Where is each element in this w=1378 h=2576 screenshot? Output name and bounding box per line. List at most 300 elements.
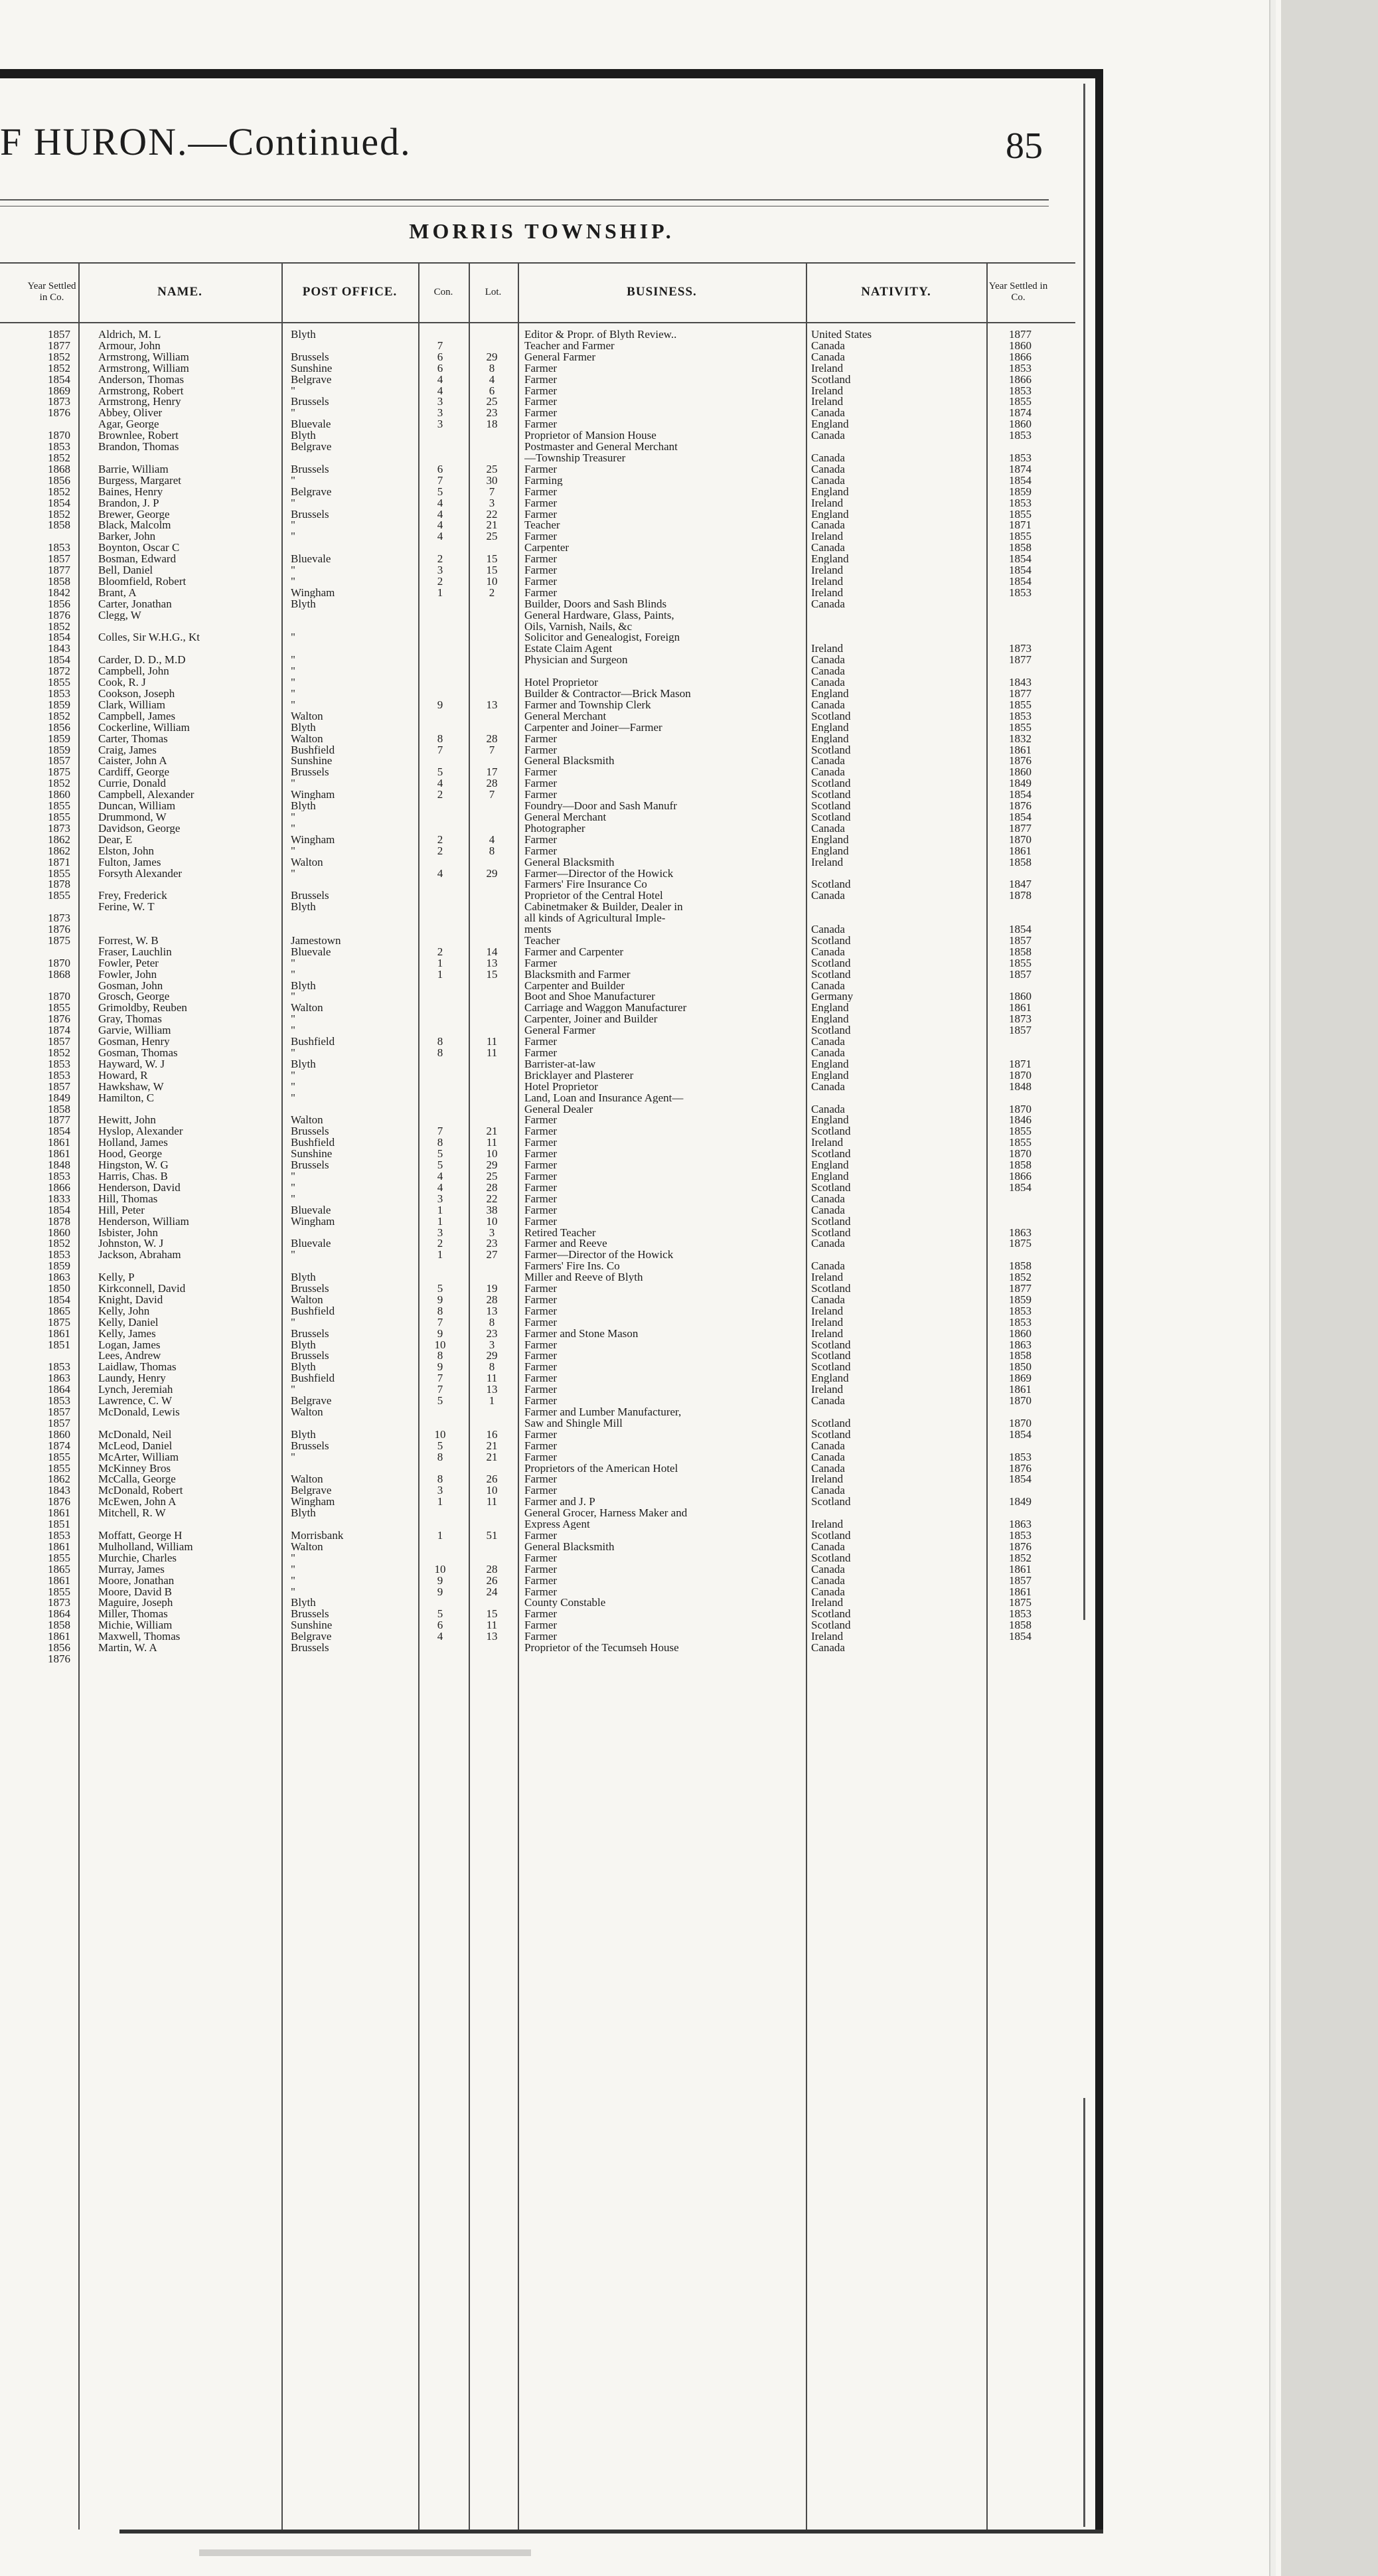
year-settled-right: 1854 <box>1009 789 1032 801</box>
year-settled-right: 1854 <box>1009 924 1032 935</box>
resident-name: Hood, George <box>98 1148 162 1160</box>
table-row <box>0 609 1083 621</box>
post-office: Blyth <box>291 1361 316 1373</box>
lot: 25 <box>486 1170 498 1182</box>
year-settled-right: 1857 <box>1009 968 1032 980</box>
year-settled-right: 1853 <box>1009 430 1032 442</box>
post-office: Sunshine <box>291 755 333 767</box>
table-row <box>0 418 1083 430</box>
year-settled-left: 1854 <box>48 1293 70 1305</box>
nativity: Scotland <box>811 1361 851 1373</box>
nativity: Scotland <box>811 1148 851 1160</box>
table-row <box>0 654 1083 665</box>
year-settled-right: 1877 <box>1009 1283 1032 1295</box>
post-office: " <box>291 564 295 576</box>
nativity: Ireland <box>811 1327 844 1339</box>
year-settled-left: 1858 <box>48 1619 70 1631</box>
year-settled-right: 1866 <box>1009 373 1032 385</box>
post-office: Bushfield <box>291 1305 335 1317</box>
nativity: England <box>811 1159 849 1171</box>
lot: 21 <box>486 1439 498 1451</box>
nativity: England <box>811 485 849 497</box>
table-row <box>0 1047 1083 1058</box>
nativity: Ireland <box>811 643 844 655</box>
lot: 1 <box>489 1395 495 1407</box>
year-settled-right: 1877 <box>1009 654 1032 666</box>
business: Farmer <box>524 396 558 408</box>
table-row <box>0 486 1083 497</box>
post-office: Blyth <box>291 1507 316 1519</box>
business: Farmer <box>524 564 558 576</box>
nativity: Scotland <box>811 1496 851 1508</box>
table-row <box>0 924 1083 935</box>
business: Proprietor of the Tecumseh House <box>524 1642 679 1654</box>
year-settled-right: 1854 <box>1009 474 1032 486</box>
table-row <box>0 1148 1083 1159</box>
business: Farmer <box>524 1563 558 1575</box>
business: Farmer <box>524 957 558 969</box>
post-office: Walton <box>291 1473 323 1485</box>
table-row <box>0 856 1083 868</box>
nativity: Scotland <box>811 1417 851 1429</box>
business: Farmer—Director of the Howick <box>524 1249 674 1261</box>
table-row <box>0 530 1083 542</box>
business: Farmer <box>524 497 558 509</box>
post-office: Belgrave <box>291 485 332 497</box>
business: Farmer <box>524 1305 558 1317</box>
table-row <box>0 1463 1083 1474</box>
lot: 21 <box>486 1125 498 1137</box>
year-settled-right: 1861 <box>1009 744 1032 756</box>
nativity: England <box>811 1013 849 1025</box>
year-settled-right: 1858 <box>1009 1260 1032 1272</box>
nativity: Canada <box>811 519 845 531</box>
concession: 8 <box>437 732 443 744</box>
business: Boot and Shoe Manufacturer <box>524 991 655 1003</box>
nativity: England <box>811 688 849 699</box>
year-settled-left: 1855 <box>48 890 70 902</box>
table-row <box>0 1036 1083 1047</box>
table-row <box>0 1317 1083 1328</box>
business: Farmer <box>524 384 558 396</box>
table-row <box>0 1586 1083 1597</box>
post-office: Bushfield <box>291 1036 335 1048</box>
year-settled-left: 1862 <box>48 833 70 845</box>
business: Foundry—Door and Sash Manufr <box>524 800 677 812</box>
post-office: " <box>291 1013 295 1025</box>
year-settled-left: 1852 <box>48 620 70 632</box>
year-settled-left: 1866 <box>48 1181 70 1193</box>
year-settled-right: 1855 <box>1009 698 1032 710</box>
nativity: England <box>811 1114 849 1126</box>
resident-name: Maxwell, Thomas <box>98 1631 181 1643</box>
lot: 23 <box>486 1238 498 1249</box>
lot: 14 <box>486 945 498 957</box>
resident-name: Fulton, James <box>98 856 161 868</box>
year-settled-left: 1857 <box>48 553 70 565</box>
year-settled-left: 1860 <box>48 1428 70 1440</box>
year-settled-right: 1870 <box>1009 833 1032 845</box>
post-office: Bluevale <box>291 418 331 430</box>
nativity: Ireland <box>811 1473 844 1485</box>
lot: 15 <box>486 968 498 980</box>
business: Farmer <box>524 1395 558 1407</box>
nativity: Canada <box>811 822 845 834</box>
business: Farmer <box>524 1047 558 1058</box>
resident-name: McArter, William <box>98 1451 179 1463</box>
year-settled-left: 1854 <box>48 1125 70 1137</box>
business: General Farmer <box>524 351 596 362</box>
business: Farmer <box>524 1428 558 1440</box>
table-row <box>0 1440 1083 1451</box>
lot: 3 <box>489 1226 495 1238</box>
year-settled-left: 1854 <box>48 631 70 643</box>
nativity: Germany <box>811 991 854 1003</box>
year-settled-left: 1855 <box>48 867 70 879</box>
lot: 30 <box>486 474 498 486</box>
year-settled-left: 1853 <box>48 441 70 453</box>
nativity: England <box>811 1002 849 1014</box>
nativity: Scotland <box>811 1608 851 1620</box>
resident-name: Henderson, David <box>98 1181 181 1193</box>
business: Express Agent <box>524 1518 590 1530</box>
year-settled-left: 1862 <box>48 845 70 856</box>
year-settled-left: 1858 <box>48 575 70 587</box>
lot: 10 <box>486 575 498 587</box>
business: Farmer <box>524 463 558 475</box>
resident-name: Michie, William <box>98 1619 173 1631</box>
year-settled-left: 1856 <box>48 598 70 609</box>
resident-name: Armstrong, Henry <box>98 396 181 408</box>
year-settled-left: 1864 <box>48 1608 70 1620</box>
business: Farmer <box>524 766 558 778</box>
nativity: Ireland <box>811 1305 844 1317</box>
post-office: Brussels <box>291 766 329 778</box>
nativity: Scotland <box>811 1619 851 1631</box>
nativity: Ireland <box>811 497 844 509</box>
nativity: Canada <box>811 766 845 778</box>
frame-inner-border <box>1083 84 1085 2527</box>
business: Proprietor of Mansion House <box>524 430 656 442</box>
year-settled-left: 1870 <box>48 991 70 1003</box>
post-office: " <box>291 845 295 856</box>
concession: 9 <box>437 1327 443 1339</box>
nativity: Canada <box>811 1439 845 1451</box>
table-row <box>0 430 1083 441</box>
post-office: Bluevale <box>291 1204 331 1216</box>
table-row <box>0 407 1083 418</box>
table-row <box>0 587 1083 598</box>
year-settled-right: 1855 <box>1009 957 1032 969</box>
year-settled-right: 1854 <box>1009 564 1032 576</box>
lot: 19 <box>486 1283 498 1295</box>
resident-name: Hill, Peter <box>98 1204 145 1216</box>
post-office: Walton <box>291 1406 323 1417</box>
resident-name: Bloomfield, Robert <box>98 575 187 587</box>
resident-name: Grimoldby, Reuben <box>98 1002 187 1014</box>
nativity: Ireland <box>811 362 844 374</box>
lot: 10 <box>486 1485 498 1496</box>
nativity: Canada <box>811 1563 845 1575</box>
concession: 3 <box>437 418 443 430</box>
resident-name: Henderson, William <box>98 1215 189 1227</box>
business: Proprietors of the American Hotel <box>524 1462 678 1474</box>
post-office: " <box>291 384 295 396</box>
post-office: " <box>291 1091 295 1103</box>
table-row <box>0 1608 1083 1619</box>
resident-name: Kelly, Daniel <box>98 1316 159 1328</box>
nativity: Canada <box>811 1585 845 1597</box>
nativity: Scotland <box>811 1125 851 1137</box>
business: Proprietor of the Central Hotel <box>524 890 663 902</box>
table-row <box>0 519 1083 530</box>
concession: 8 <box>437 1473 443 1485</box>
table-row <box>0 452 1083 463</box>
resident-name: Colles, Sir W.H.G., Kt <box>98 631 200 643</box>
post-office: Bushfield <box>291 744 335 756</box>
directory-table <box>0 262 1083 2530</box>
nativity: Canada <box>811 890 845 902</box>
table-row <box>0 912 1083 924</box>
business: Farmers' Fire Insurance Co <box>524 878 647 890</box>
business: General Merchant <box>524 811 607 823</box>
business: Miller and Reeve of Blyth <box>524 1271 643 1283</box>
table-row <box>0 722 1083 733</box>
nativity: Canada <box>811 339 845 351</box>
concession: 3 <box>437 407 443 419</box>
year-settled-left: 1870 <box>48 430 70 442</box>
lot: 10 <box>486 1215 498 1227</box>
concession: 3 <box>437 396 443 408</box>
resident-name: Holland, James <box>98 1137 168 1149</box>
year-settled-left: 1853 <box>48 542 70 554</box>
business: Farmer <box>524 553 558 565</box>
concession: 5 <box>437 485 443 497</box>
table-row <box>0 710 1083 722</box>
business: Farmer <box>524 1608 558 1620</box>
concession: 2 <box>437 1238 443 1249</box>
year-settled-left: 1859 <box>48 698 70 710</box>
concession: 9 <box>437 1585 443 1597</box>
table-row <box>0 766 1083 777</box>
post-office: Sunshine <box>291 1619 333 1631</box>
table-row <box>0 699 1083 710</box>
concession: 8 <box>437 1047 443 1058</box>
resident-name: Elston, John <box>98 845 155 856</box>
lot: 6 <box>489 384 495 396</box>
concession: 1 <box>437 957 443 969</box>
table-row <box>0 1384 1083 1395</box>
post-office: Brussels <box>291 396 329 408</box>
nativity: Scotland <box>811 1350 851 1362</box>
nativity: Ireland <box>811 1384 844 1396</box>
business: Farmer <box>524 732 558 744</box>
resident-name: Cookson, Joseph <box>98 688 175 699</box>
year-settled-right: 1875 <box>1009 1597 1032 1609</box>
year-settled-left: 1863 <box>48 1372 70 1384</box>
table-row <box>0 957 1083 969</box>
business: Farmer <box>524 530 558 542</box>
post-office: Walton <box>291 1114 323 1126</box>
nativity: Ireland <box>811 575 844 587</box>
lot: 25 <box>486 396 498 408</box>
concession: 1 <box>437 1204 443 1216</box>
post-office: Bushfield <box>291 1372 335 1384</box>
lot: 11 <box>486 1372 498 1384</box>
resident-name: Hewitt, John <box>98 1114 156 1126</box>
lot: 23 <box>486 407 498 419</box>
table-row <box>0 1429 1083 1440</box>
post-office: " <box>291 1451 295 1463</box>
business: Farmer and Stone Mason <box>524 1327 639 1339</box>
concession: 4 <box>437 384 443 396</box>
year-settled-left: 1843 <box>48 1485 70 1496</box>
year-settled-left: 1877 <box>48 1114 70 1126</box>
concession: 3 <box>437 1192 443 1204</box>
post-office: Walton <box>291 856 323 868</box>
business: Barrister-at-law <box>524 1058 596 1070</box>
business: Farmer <box>524 744 558 756</box>
post-office: " <box>291 822 295 834</box>
year-settled-right: 1850 <box>1009 1361 1032 1373</box>
nativity: England <box>811 721 849 733</box>
year-settled-right: 1860 <box>1009 991 1032 1003</box>
header-year-settled-right: Year Settled in Co. <box>988 281 1048 303</box>
business: County Constable <box>524 1597 606 1609</box>
resident-name: Garvie, William <box>98 1024 171 1036</box>
post-office: " <box>291 811 295 823</box>
resident-name: Caister, John A <box>98 755 167 767</box>
table-row <box>0 1024 1083 1036</box>
table-row <box>0 1070 1083 1081</box>
year-settled-left: 1874 <box>48 1439 70 1451</box>
business: —Township Treasurer <box>524 451 626 463</box>
business: General Blacksmith <box>524 1540 615 1552</box>
nativity: England <box>811 508 849 520</box>
header-name: NAME. <box>157 285 202 299</box>
lot: 25 <box>486 463 498 475</box>
post-office: Wingham <box>291 833 335 845</box>
table-row <box>0 878 1083 890</box>
nativity: Canada <box>811 677 845 688</box>
lot: 29 <box>486 1159 498 1171</box>
table-row <box>0 1642 1083 1653</box>
year-settled-right: 1866 <box>1009 351 1032 362</box>
year-settled-right: 1870 <box>1009 1148 1032 1160</box>
year-settled-left: 1861 <box>48 1148 70 1160</box>
resident-name: Gosman, Thomas <box>98 1047 178 1058</box>
year-settled-right: 1876 <box>1009 1462 1032 1474</box>
resident-name: Campbell, John <box>98 665 169 677</box>
post-office: " <box>291 575 295 587</box>
business: Farmer <box>524 1485 558 1496</box>
nativity: Ireland <box>811 1518 844 1530</box>
year-settled-right: 1860 <box>1009 418 1032 430</box>
business: Farmer and Township Clerk <box>524 698 651 710</box>
year-settled-right: 1855 <box>1009 530 1032 542</box>
table-row <box>0 396 1083 407</box>
post-office: Brussels <box>291 351 329 362</box>
post-office: Brussels <box>291 463 329 475</box>
business: Physician and Surgeon <box>524 654 628 666</box>
post-office: Blyth <box>291 598 316 609</box>
nativity: Scotland <box>811 777 851 789</box>
business: Farmer <box>524 1137 558 1149</box>
concession: 3 <box>437 564 443 576</box>
year-settled-left: 1857 <box>48 755 70 767</box>
year-settled-left: 1860 <box>48 1226 70 1238</box>
lot: 28 <box>486 777 498 789</box>
year-settled-left: 1852 <box>48 485 70 497</box>
business: Postmaster and General Merchant <box>524 441 678 453</box>
business: Farmers' Fire Ins. Co <box>524 1260 620 1272</box>
lot: 15 <box>486 1608 498 1620</box>
post-office: Bushfield <box>291 1137 335 1149</box>
year-settled-left: 1854 <box>48 654 70 666</box>
table-row <box>0 969 1083 980</box>
business: Farmer <box>524 833 558 845</box>
year-settled-right: 1852 <box>1009 1552 1032 1564</box>
post-office: " <box>291 1563 295 1575</box>
year-settled-left: 1854 <box>48 497 70 509</box>
concession: 4 <box>437 1170 443 1182</box>
business: Farmer <box>524 1293 558 1305</box>
table-row <box>0 890 1083 901</box>
concession: 5 <box>437 1608 443 1620</box>
post-office: " <box>291 407 295 419</box>
concession: 7 <box>437 744 443 756</box>
nativity: Ireland <box>811 1271 844 1283</box>
nativity: Canada <box>811 1642 845 1654</box>
post-office: Sunshine <box>291 362 333 374</box>
business: Farmer <box>524 1125 558 1137</box>
year-settled-left: 1856 <box>48 474 70 486</box>
business: Cabinetmaker & Builder, Dealer in <box>524 901 683 913</box>
concession: 3 <box>437 1485 443 1496</box>
table-body <box>0 329 1083 1664</box>
nativity: Scotland <box>811 1226 851 1238</box>
concession: 8 <box>437 1036 443 1048</box>
business: Farming <box>524 474 563 486</box>
nativity: Scotland <box>811 968 851 980</box>
year-settled-right: 1853 <box>1009 362 1032 374</box>
business: Teacher <box>524 519 560 531</box>
concession: 1 <box>437 1215 443 1227</box>
resident-name: Cardiff, George <box>98 766 170 778</box>
concession: 10 <box>434 1428 446 1440</box>
resident-name: Murray, James <box>98 1563 165 1575</box>
concession: 2 <box>437 945 443 957</box>
post-office: " <box>291 677 295 688</box>
concession: 9 <box>437 698 443 710</box>
table-row <box>0 1485 1083 1496</box>
table-row <box>0 1361 1083 1372</box>
business: Farmer <box>524 1439 558 1451</box>
resident-name: Mulholland, William <box>98 1540 193 1552</box>
header-nativity: NATIVITY. <box>861 285 931 299</box>
nativity: Ireland <box>811 586 844 598</box>
business: Farmer <box>524 1159 558 1171</box>
post-office: Blyth <box>291 1428 316 1440</box>
table-row <box>0 834 1083 845</box>
table-row <box>0 598 1083 609</box>
year-settled-left: 1852 <box>48 362 70 374</box>
nativity: England <box>811 1170 849 1182</box>
year-settled-left: 1848 <box>48 1159 70 1171</box>
table-row <box>0 744 1083 756</box>
post-office: " <box>291 698 295 710</box>
year-settled-left: 1857 <box>48 1406 70 1417</box>
